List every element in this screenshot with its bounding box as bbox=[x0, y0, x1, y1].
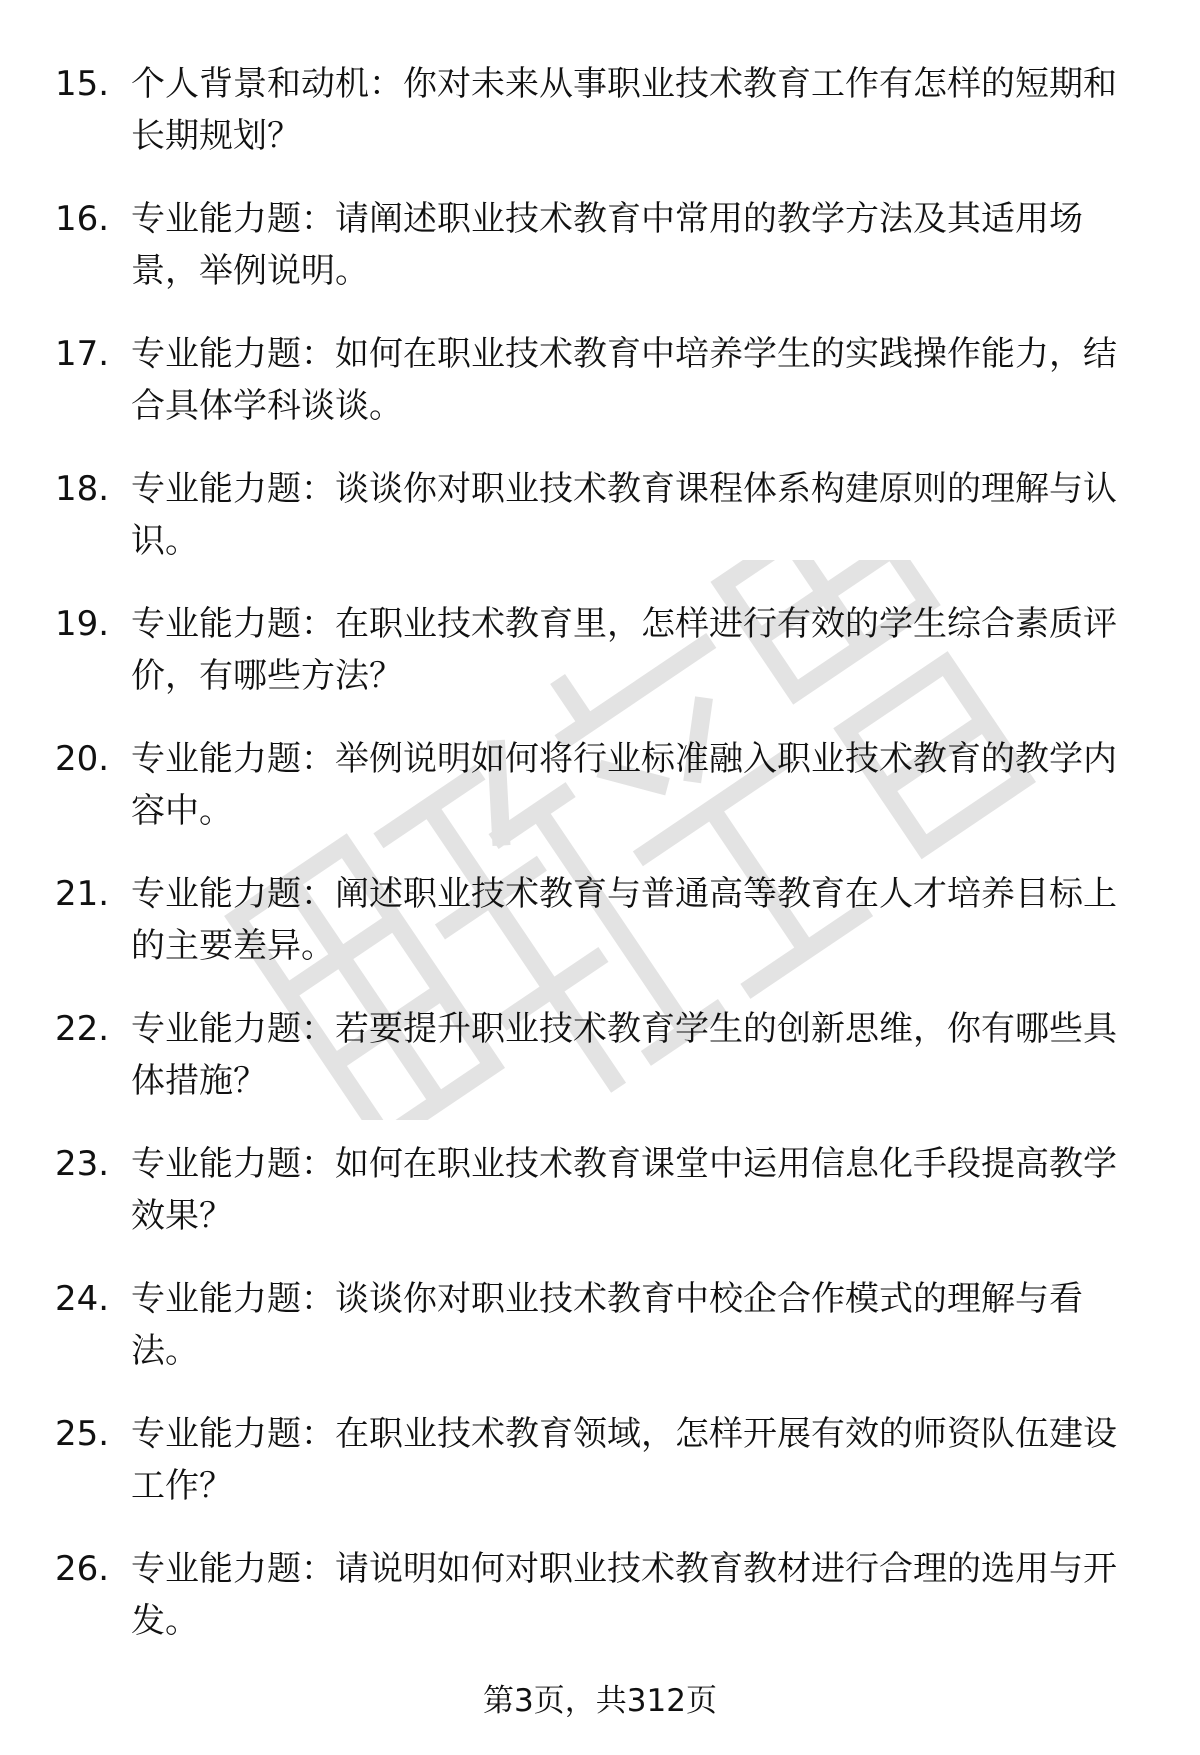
question-number: 24. bbox=[55, 1279, 110, 1319]
question-item-26 bbox=[55, 1543, 1145, 1647]
question-text: 专业能力题：如何在职业技术教育中培养学生的实践操作能力，结合具体学科谈谈。 bbox=[131, 334, 1117, 426]
question-item-16 bbox=[55, 193, 1145, 297]
question-number: 22. bbox=[55, 1009, 110, 1049]
question-text: 专业能力题：若要提升职业技术教育学生的创新思维，你有哪些具体措施？ bbox=[131, 1009, 1117, 1101]
question-text: 专业能力题：请说明如何对职业技术教育教材进行合理的选用与开发。 bbox=[131, 1549, 1117, 1641]
question-number: 17. bbox=[55, 334, 110, 374]
question-item-23 bbox=[55, 1138, 1145, 1242]
question-number: 19. bbox=[55, 604, 110, 644]
question-number: 25. bbox=[55, 1414, 110, 1454]
question-text: 专业能力题：请阐述职业技术教育中常用的教学方法及其适用场景，举例说明。 bbox=[131, 199, 1083, 291]
question-item-20 bbox=[55, 733, 1145, 837]
question-number: 20. bbox=[55, 739, 110, 779]
question-number: 21. bbox=[55, 874, 110, 914]
page-footer: 第3页，共312页 bbox=[483, 1683, 717, 1719]
question-item-21 bbox=[55, 868, 1145, 972]
question-number: 26. bbox=[55, 1549, 110, 1589]
question-text: 个人背景和动机：你对未来从事职业技术教育工作有怎样的短期和长期规划？ bbox=[131, 64, 1117, 156]
question-text: 专业能力题：在职业技术教育里，怎样进行有效的学生综合素质评价，有哪些方法？ bbox=[131, 604, 1117, 696]
question-item-18 bbox=[55, 463, 1145, 567]
question-number: 16. bbox=[55, 199, 110, 239]
question-number: 23. bbox=[55, 1144, 110, 1184]
question-item-17 bbox=[55, 328, 1145, 432]
question-text: 专业能力题：谈谈你对职业技术教育课程体系构建原则的理解与认识。 bbox=[131, 469, 1117, 561]
question-item-19 bbox=[55, 598, 1145, 702]
question-item-24 bbox=[55, 1273, 1145, 1377]
question-item-15 bbox=[55, 58, 1145, 162]
question-text: 专业能力题：如何在职业技术教育课堂中运用信息化手段提高教学效果？ bbox=[131, 1144, 1117, 1236]
question-text: 专业能力题：阐述职业技术教育与普通高等教育在人才培养目标上的主要差异。 bbox=[131, 874, 1117, 966]
question-text: 专业能力题：举例说明如何将行业标准融入职业技术教育的教学内容中。 bbox=[131, 739, 1117, 831]
question-text: 专业能力题：谈谈你对职业技术教育中校企合作模式的理解与看法。 bbox=[131, 1279, 1083, 1371]
question-number: 18. bbox=[55, 469, 110, 509]
question-item-25 bbox=[55, 1408, 1145, 1512]
question-text: 专业能力题：在职业技术教育领域，怎样开展有效的师资队伍建设工作？ bbox=[131, 1414, 1117, 1506]
question-item-22 bbox=[55, 1003, 1145, 1107]
question-list bbox=[55, 58, 1145, 1678]
question-number: 15. bbox=[55, 64, 110, 104]
